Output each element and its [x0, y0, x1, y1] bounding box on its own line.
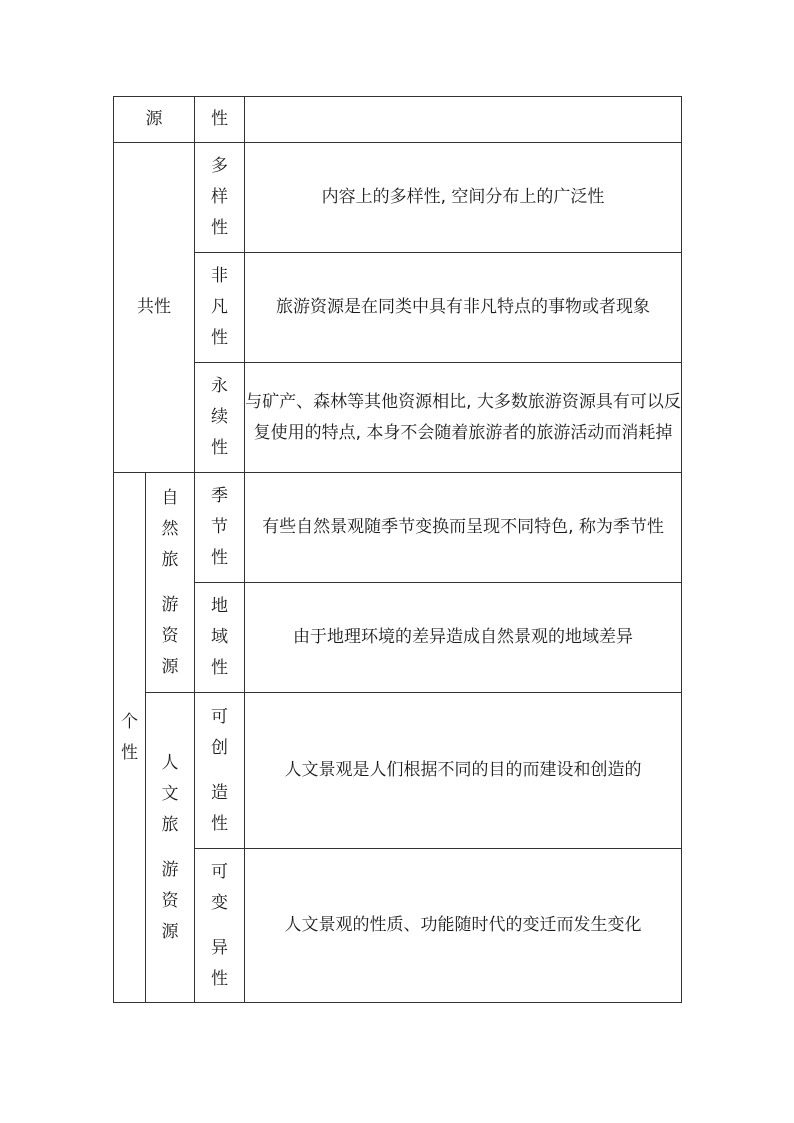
desc-cell: 有些自然景观随季节变换而呈现不同特色, 称为季节性: [245, 473, 682, 583]
desc-cell: 人文景观的性质、功能随时代的变迁而发生变化: [245, 849, 682, 1003]
natural-resource-label: 自 然 旅 游 资 源: [146, 473, 195, 693]
table-row: [114, 693, 682, 849]
table-row: [114, 473, 682, 583]
header-row: [114, 97, 682, 143]
desc-cell: 旅游资源是在同类中具有非凡特点的事物或者现象: [245, 253, 682, 363]
desc-cell: 由于地理环境的差异造成自然景观的地域差异: [245, 583, 682, 693]
header-cell-empty: [245, 97, 682, 143]
desc-cell: 内容上的多样性, 空间分布上的广泛性: [245, 143, 682, 253]
trait-cell: 可 创 造 性: [195, 693, 245, 849]
trait-cell: 地 域 性: [195, 583, 245, 693]
individual-label: 个 性: [114, 473, 146, 1003]
trait-cell: 多 样 性: [195, 143, 245, 253]
trait-cell: 可 变 异 性: [195, 849, 245, 1003]
resource-characteristics-table: [113, 96, 682, 1003]
table-row: [114, 849, 682, 1003]
common-label: 共性: [114, 143, 195, 473]
trait-cell: 非 凡 性: [195, 253, 245, 363]
table-row: [114, 583, 682, 693]
trait-cell: 季 节 性: [195, 473, 245, 583]
cultural-resource-label: 人 文 旅 游 资 源: [146, 693, 195, 1003]
trait-cell: 永 续 性: [195, 363, 245, 473]
desc-cell: 与矿产、森林等其他资源相比, 大多数旅游资源具有可以反复使用的特点, 本身不会随着旅游者的旅游活动而消耗掉: [245, 363, 682, 473]
table-row: [114, 143, 682, 253]
table-row: [114, 253, 682, 363]
table-row: [114, 363, 682, 473]
desc-cell: 人文景观是人们根据不同的目的而建设和创造的: [245, 693, 682, 849]
header-cell-source: 源: [114, 97, 195, 143]
header-cell-nature: 性: [195, 97, 245, 143]
